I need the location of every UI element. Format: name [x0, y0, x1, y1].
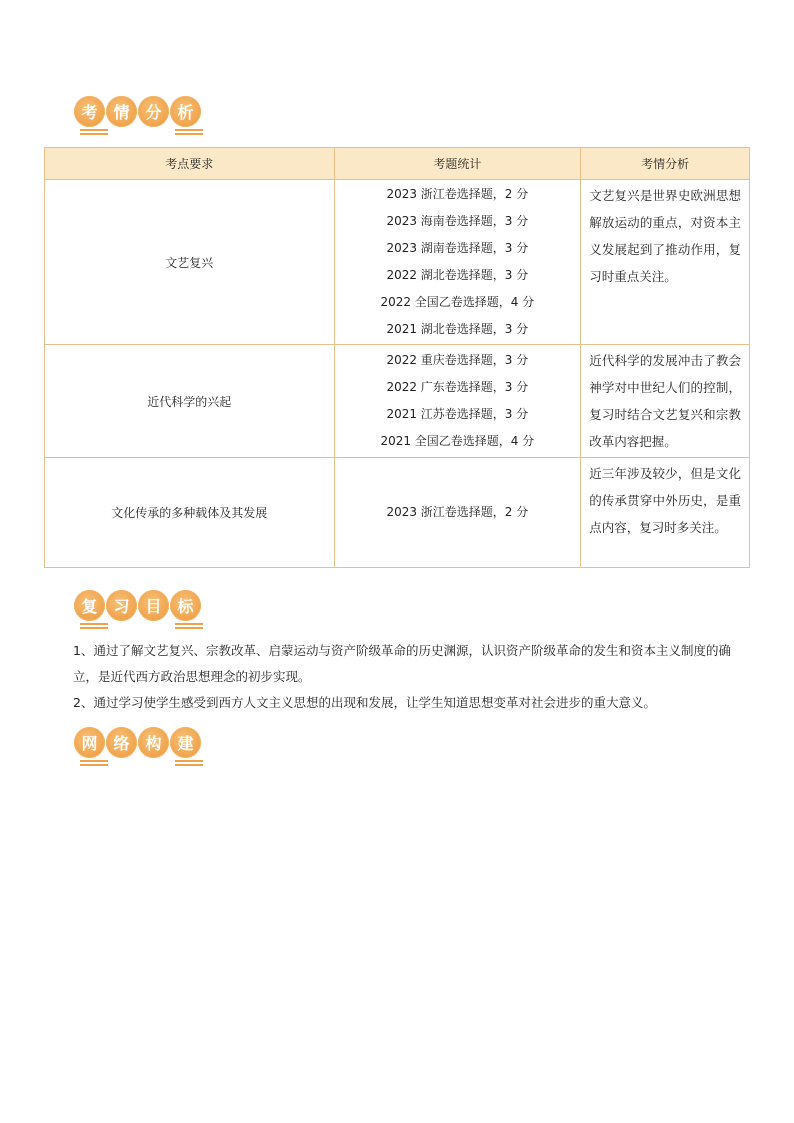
stat-line: 2021 湖北卷选择题，3 分	[386, 321, 529, 336]
stat-line: 2021 全国乙卷选择题，4 分	[380, 433, 535, 448]
badge-char: 考	[74, 96, 105, 127]
analysis-cell: 近代科学的发展冲击了教会神学对中世纪人们的控制，复习时结合文艺复兴和宗教改革内容把握。	[581, 345, 750, 458]
badge-char: 析	[170, 96, 201, 127]
header-requirement: 考点要求	[45, 148, 335, 180]
table-row	[45, 180, 750, 345]
section-badge-analysis	[74, 96, 201, 136]
stats-cell	[334, 180, 581, 345]
stats-cell	[334, 458, 581, 568]
stat-line: 2023 浙江卷选择题，2 分	[386, 186, 529, 201]
table-header-row	[45, 148, 750, 180]
table-row	[45, 345, 750, 458]
badge-char: 情	[106, 96, 137, 127]
badge-decoration	[80, 623, 108, 631]
badge-decoration	[80, 760, 108, 768]
section-badge-goals	[74, 590, 201, 630]
stat-line: 2022 重庆卷选择题，3 分	[386, 352, 529, 367]
section-badge-network	[74, 727, 201, 767]
table-row	[45, 458, 750, 568]
goal-item: 1、通过了解文艺复兴、宗教改革、启蒙运动与资产阶级革命的历史渊源，认识资产阶级革命的发生和资本主义制度的确立，是近代西方政治思想理念的初步实现。	[73, 643, 731, 684]
stat-line: 2023 浙江卷选择题，2 分	[386, 504, 529, 519]
badge-decoration	[175, 760, 203, 768]
badge-char: 构	[138, 727, 169, 758]
badge-decoration	[175, 623, 203, 631]
badge-char: 习	[106, 590, 137, 621]
analysis-cell: 文艺复兴是世界史欧洲思想解放运动的重点，对资本主义发展起到了推动作用，复习时重点关注。	[581, 180, 750, 345]
exam-analysis-table	[44, 147, 750, 568]
stat-line: 2023 湖南卷选择题，3 分	[386, 240, 529, 255]
stat-line: 2022 广东卷选择题，3 分	[386, 379, 529, 394]
badge-char: 复	[74, 590, 105, 621]
badge-decoration	[80, 129, 108, 137]
badge-char: 络	[106, 727, 137, 758]
stat-line: 2022 全国乙卷选择题，4 分	[380, 294, 535, 309]
stats-cell	[334, 345, 581, 458]
badge-char: 建	[170, 727, 201, 758]
review-goals	[73, 638, 733, 716]
badge-char: 标	[170, 590, 201, 621]
stat-line: 2022 湖北卷选择题，3 分	[386, 267, 529, 282]
requirement-cell: 近代科学的兴起	[45, 345, 335, 458]
badge-char: 分	[138, 96, 169, 127]
header-statistics: 考题统计	[334, 148, 581, 180]
badge-char: 目	[138, 590, 169, 621]
requirement-cell: 文艺复兴	[45, 180, 335, 345]
goal-item: 2、通过学习使学生感受到西方人文主义思想的出现和发展，让学生知道思想变革对社会进步的重大意义。	[73, 695, 656, 710]
header-analysis: 考情分析	[581, 148, 750, 180]
stat-line: 2021 江苏卷选择题，3 分	[386, 406, 529, 421]
analysis-cell: 近三年涉及较少，但是文化的传承贯穿中外历史，是重点内容，复习时多关注。	[581, 458, 750, 568]
requirement-cell: 文化传承的多种载体及其发展	[45, 458, 335, 568]
badge-decoration	[175, 129, 203, 137]
stat-line: 2023 海南卷选择题，3 分	[386, 213, 529, 228]
badge-char: 网	[74, 727, 105, 758]
